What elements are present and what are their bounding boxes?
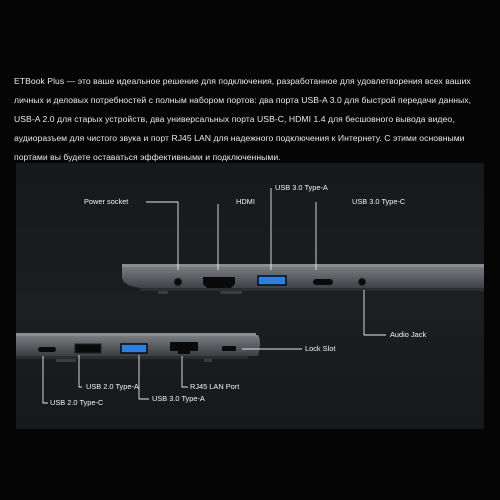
hdmi-port — [203, 277, 235, 288]
power-socket-port — [174, 278, 182, 286]
usb20-a-label: USB 2.0 Type-A — [86, 382, 139, 391]
usb20-c-label: USB 2.0 Type-C — [50, 398, 104, 407]
usb20-a-port — [75, 344, 101, 353]
rj45-label: RJ45 LAN Port — [190, 382, 240, 391]
usb30-a-bottom-port — [121, 344, 147, 353]
lock-slot-port — [222, 346, 236, 351]
usb20-c-port — [38, 347, 56, 352]
description-text: ETBook Plus — это ваше идеальное решение для подключения, разработанное для удовлетворения всех ваших личных и деловых потребностей с полным набором портов: два порта USB-A 3.0 для быстрой передачи данных, USB-A 2.0 для старых устройств, два универсальных порта USB-C, HDMI 1.4 для бесшовного вывода видео, аудиоразъем для чистого звука и порт RJ45 LAN для надежного подключения к Интернету. С этими основными портами вы будете оставаться эффективными и подключенными. — [14, 76, 472, 162]
usb30-c-port — [313, 279, 333, 285]
audio-jack-port — [358, 278, 365, 285]
usb30-c-label: USB 3.0 Type-C — [352, 197, 406, 206]
usb30-a-top-label: USB 3.0 Type-A — [275, 183, 328, 192]
power-socket-label: Power socket — [84, 197, 129, 206]
top-leader-lines — [146, 188, 386, 335]
usb30-a-top-port — [258, 276, 286, 285]
lock-slot-label: Lock Slot — [305, 344, 336, 353]
usb30-a-bottom-label: USB 3.0 Type-A — [152, 394, 205, 403]
audio-jack-label: Audio Jack — [390, 330, 427, 339]
hdmi-label: HDMI — [236, 197, 255, 206]
